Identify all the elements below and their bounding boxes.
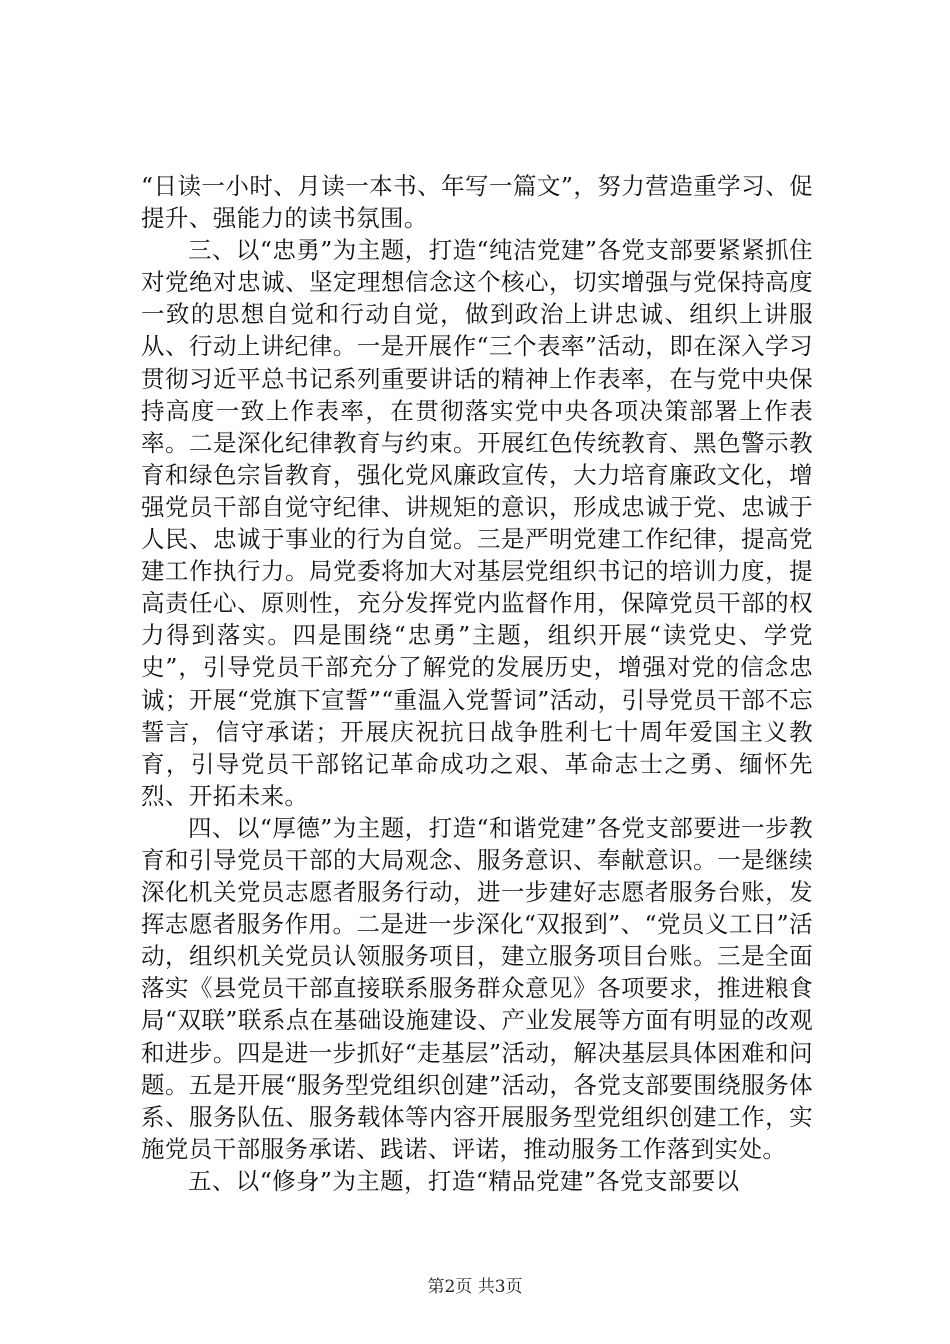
paragraph-continuation: “日读一小时、月读一本书、年写一篇文”，努力营造重学习、促提升、强能力的读书氛围。 bbox=[141, 172, 813, 233]
paragraph-section-five: 五、以“修身”为主题，打造“精品党建”各党支部要以 bbox=[188, 1166, 740, 1195]
page-footer: 第2页 共3页 bbox=[427, 1277, 523, 1297]
paragraph-section-three: 三、以“忠勇”为主题，打造“纯洁党建”各党支部要紧紧抓住对党绝对忠诚、坚定理想信念这个核心，切实增强与党保持高度一致的思想自觉和行动自觉，做到政治上讲忠诚、组织上讲服从、行动上讲纪律。一是开展作“三个表率”活动，即在深入学习贯彻习近平总书记系列重要讲话的精神上作表率，在与党中央保持高度一致上作表率，在贯彻落实党中央各项决策部署上作表率。二是深化纪律教育与约束。开展红色传统教育、黑色警示教育和绿色宗旨教育，强化党风廉政宣传，大力培育廉政文化，增强党员干部自觉守纪律、讲规矩的意识，形成忠诚于党、忠诚于人民、忠诚于事业的行为自觉。三是严明党建工作纪律，提高党建工作执行力。局党委将加大对基层党组织书记的培训力度，提高责任心、原则性，充分发挥党内监督作用，保障党员干部的权力得到落实。四是围绕“忠勇”主题，组织开展“读党史、学党史”，引导党员干部充分了解党的发展历史，增强对党的信念忠诚；开展“党旗下宣誓”“重温入党誓词”活动，引导党员干部不忘誓言，信守承诺；开展庆祝抗日战争胜利七十周年爱国主义教育，引导党员干部铭记革命成功之艰、革命志士之勇、缅怀先烈、开拓未来。 bbox=[141, 236, 813, 810]
paragraph-section-four: 四、以“厚德”为主题，打造“和谐党建”各党支部要进一步教育和引导党员干部的大局观念、服务意识、奉献意识。一是继续深化机关党员志愿者服务行动，进一步建好志愿者服务台账，发挥志愿者服务作用。二是进一步深化“双报到”、“党员义工日”活动，组织机关党员认领服务项目，建立服务项目台账。三是全面落实《县党员干部直接联系服务群众意见》各项要求，推进粮食局“双联”联系点在基础设施建设、产业发展等方面有明显的改观和进步。四是进一步抓好“走基层”活动，解决基层具体困难和问题。五是开展“服务型党组织创建”活动，各党支部要围绕服务体系、服务队伍、服务载体等内容开展服务型党组织创建工作，实施党员干部服务承诺、践诺、评诺，推动服务工作落到实处。 bbox=[141, 813, 813, 1163]
document-body bbox=[141, 170, 813, 1197]
